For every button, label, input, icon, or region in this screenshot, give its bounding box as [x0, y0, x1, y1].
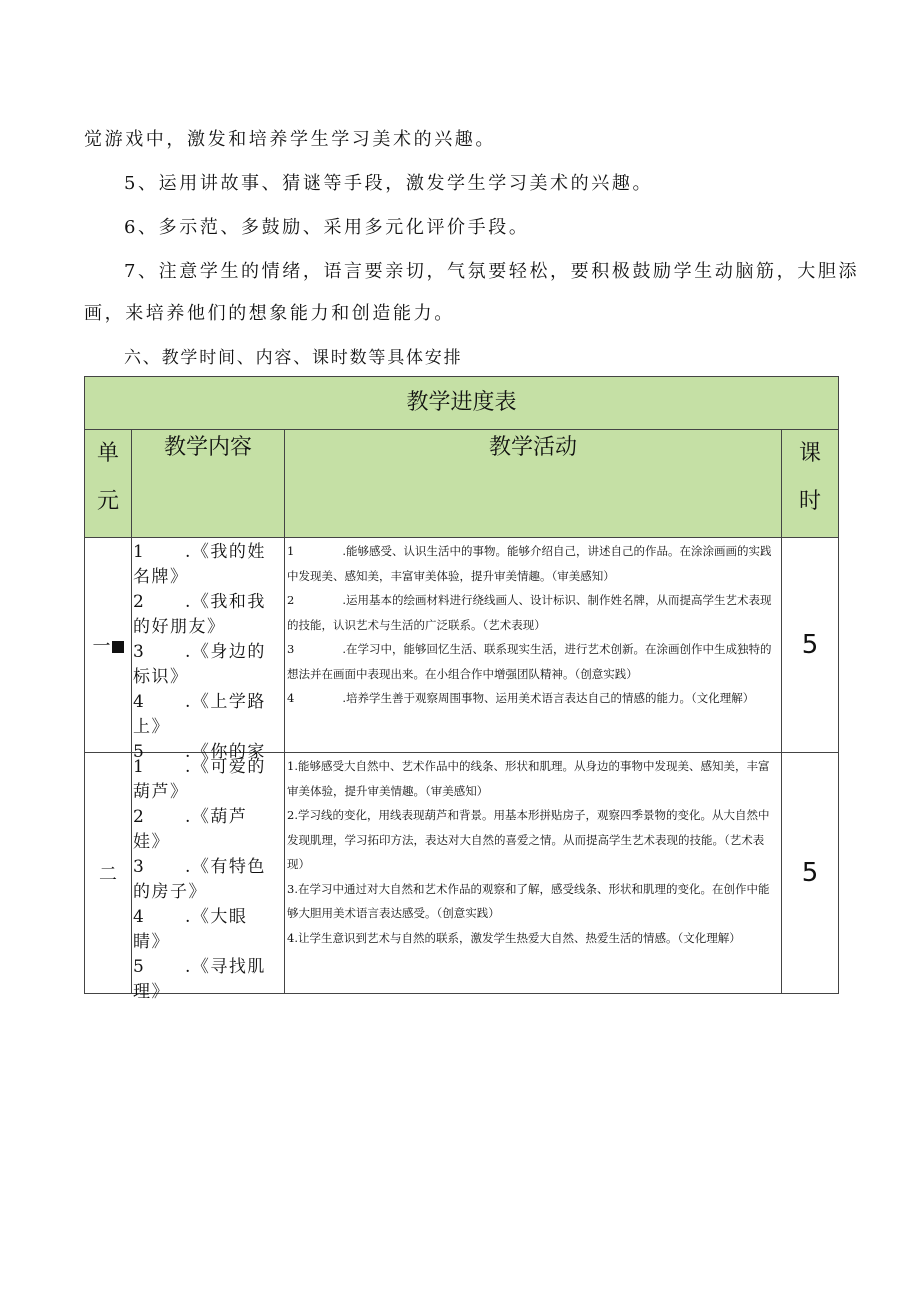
lesson-title: .《上学路 — [185, 692, 266, 712]
lesson-title-cont: 上》 — [133, 717, 170, 737]
lesson-number: 2 — [133, 592, 146, 612]
paragraph-item-7-line2: 画，来培养他们的想象能力和创造能力。 — [84, 303, 455, 324]
lesson-title: .《有特色 — [185, 857, 266, 877]
header-unit-char-1: 单 — [96, 441, 119, 466]
section-heading-6: 六、教学时间、内容、课时数等具体安排 — [124, 348, 463, 368]
lesson-number: 1 — [133, 757, 146, 777]
header-hours-char-1: 课 — [799, 441, 822, 466]
unit-cell — [85, 753, 132, 994]
activity-item: 3.在学习中通过对大自然和艺术作品的观察和了解，感受线条、形状和肌理的变化。在创作中能够大胆用美术语言表达感受。（创意实践） — [287, 881, 770, 920]
lesson-title: .《大眼 — [185, 907, 248, 927]
header-unit — [85, 430, 132, 538]
header-hours — [782, 430, 839, 538]
paragraph-continuation: 觉游戏中，激发和培养学生学习美术的兴趣。 — [84, 129, 496, 150]
hours-cell: 5 — [782, 753, 839, 994]
lesson-number: 5 — [133, 957, 146, 977]
activity-cell — [285, 538, 782, 753]
lesson-title-cont: 娃》 — [133, 832, 170, 852]
activity-item — [287, 637, 779, 686]
lesson-number: 3 — [133, 642, 146, 662]
table-row — [85, 753, 839, 994]
header-unit-char-2: 元 — [96, 489, 119, 514]
lesson-title-cont: 名牌》 — [133, 567, 189, 587]
lesson-title-cont: 的房子》 — [133, 882, 207, 902]
lesson-title: .《寻找肌 — [185, 957, 266, 977]
content-cell — [132, 538, 285, 762]
lesson-title: .《我的姓 — [185, 542, 266, 562]
lesson-number: 2 — [133, 807, 146, 827]
lesson-title-cont: 睛》 — [133, 932, 170, 952]
activity-item — [287, 539, 779, 588]
paragraph-item-5: 5、运用讲故事、猜谜等手段，激发学生学习美术的兴趣。 — [124, 173, 654, 194]
paragraph-item-6: 6、多示范、多鼓励、采用多元化评价手段。 — [124, 217, 530, 238]
lesson-number: 5 — [133, 742, 146, 762]
content-cell — [132, 753, 285, 1002]
teaching-schedule-table — [84, 376, 839, 1002]
lesson-title: .《身边的 — [185, 642, 266, 662]
lesson-title-cont: 理》 — [133, 982, 170, 1002]
activity-item: 1.能够感受大自然中、艺术作品中的线条、形状和肌理。从身边的事物中发现美、感知美，丰富审美体验，提升审美情趣。（审美感知） — [287, 759, 770, 798]
activity-number: 2 — [287, 593, 295, 607]
lesson-title: .《我和我 — [185, 592, 266, 612]
header-activity: 教学活动 — [285, 430, 782, 538]
unit-cell — [85, 538, 132, 753]
hours-cell: 5 — [782, 538, 839, 753]
activity-item — [287, 588, 779, 637]
activity-number: 3 — [287, 642, 295, 656]
activity-number: 1 — [287, 544, 295, 558]
activity-text: .运用基本的绘画材料进行绕线画人、设计标识、制作姓名牌，从而提高学生艺术表现的技能，认识艺术与生活的广泛联系。（艺术表现） — [287, 593, 772, 632]
lesson-number: 1 — [133, 542, 146, 562]
activity-text: .培养学生善于观察周围事物、运用美术语言表达自己的情感的能力。（文化理解） — [342, 691, 755, 705]
activity-cell — [285, 753, 782, 994]
lesson-number: 3 — [133, 857, 146, 877]
paragraph-item-7-line1: 7、注意学生的情绪，语言要亲切，气氛要轻松，要积极鼓励学生动脑筋，大胆添 — [124, 261, 860, 282]
lesson-title: .《可爱的 — [185, 757, 266, 777]
activity-item — [287, 686, 779, 711]
square-marker-icon — [112, 641, 124, 653]
lesson-number: 4 — [133, 907, 146, 927]
unit-label: 一 — [92, 636, 111, 657]
activity-text: .能够感受、认识生活中的事物。能够介绍自己，讲述自己的作品。在涂涂画画的实践中发现美、感知美，丰富审美体验，提升审美情趣。（审美感知） — [287, 544, 772, 583]
lesson-title-cont: 的好朋友》 — [133, 617, 226, 637]
table-title: 教学进度表 — [85, 377, 839, 430]
header-hours-char-2: 时 — [799, 489, 822, 514]
activity-item: 4.让学生意识到艺术与自然的联系，激发学生热爱大自然、热爱生活的情感。（文化理解） — [287, 930, 741, 945]
header-content: 教学内容 — [132, 430, 285, 538]
activity-number: 4 — [287, 691, 295, 705]
unit-label: 二 — [99, 864, 117, 885]
lesson-title: .《葫芦 — [185, 807, 248, 827]
activity-item: 2.学习线的变化，用线表现葫芦和背景。用基本形拼贴房子，观察四季景物的变化。从大自然中发现肌理，学习拓印方法，表达对大自然的喜爱之情。从而提高学生艺术表现的技能。（艺术表现） — [287, 808, 770, 871]
lesson-title-cont: 标识》 — [133, 667, 189, 687]
activity-text: .在学习中，能够回忆生活、联系现实生活，进行艺术创新。在涂画创作中生成独特的想法并在画面中表现出来。在小组合作中增强团队精神。（创意实践） — [287, 642, 772, 681]
table-row — [85, 538, 839, 753]
lesson-title-cont: 葫芦》 — [133, 782, 189, 802]
lesson-title: .《你的家 — [185, 742, 266, 762]
lesson-number: 4 — [133, 692, 146, 712]
